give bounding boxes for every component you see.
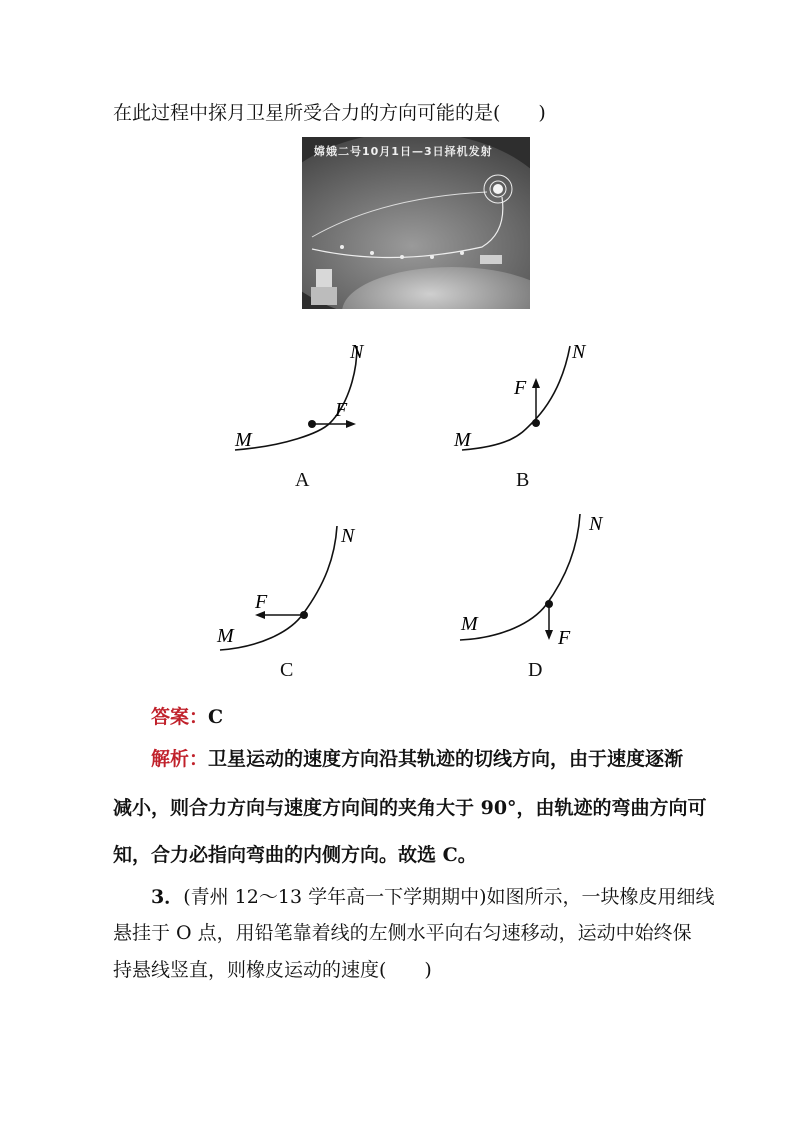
label-f: F bbox=[558, 627, 571, 649]
analysis-line-2: 减小，则合力方向与速度方向间的夹角大于 90°，由轨迹的弯曲方向可 bbox=[113, 797, 707, 819]
label-f: F bbox=[514, 377, 527, 399]
diagram-d bbox=[458, 510, 618, 655]
label-m: M bbox=[235, 429, 252, 451]
analysis-text-1: 卫星运动的速度方向沿其轨迹的切线方向，由于速度逐渐 bbox=[208, 748, 684, 770]
question3-text-1: (青州 12～13 学年高一下学期期中)如图所示，一块橡皮用细线 bbox=[183, 886, 715, 908]
option-a: A bbox=[295, 469, 310, 491]
diagram-b bbox=[452, 338, 612, 458]
trajectory-curve bbox=[235, 346, 357, 450]
answer-line bbox=[151, 702, 223, 729]
diagram-a bbox=[225, 338, 385, 458]
question3-line-3: 持悬线竖直，则橡皮运动的速度( ) bbox=[113, 959, 432, 981]
label-f: F bbox=[335, 399, 348, 421]
question-prompt: 在此过程中探月卫星所受合力的方向可能的是( ) bbox=[113, 102, 546, 124]
option-b: B bbox=[516, 469, 530, 491]
question3-line-2: 悬挂于 O 点，用铅笔靠着线的左侧水平向右匀速移动，运动中始终保 bbox=[113, 922, 692, 944]
answer-value: C bbox=[208, 706, 224, 728]
option-c: C bbox=[280, 659, 294, 681]
question3-line-1 bbox=[151, 882, 715, 909]
label-n: N bbox=[341, 525, 355, 547]
diagram-c bbox=[215, 522, 375, 657]
trajectory-curve bbox=[220, 526, 337, 650]
analysis-line-3: 知，合力必指向弯曲的内侧方向。故选 C。 bbox=[113, 844, 477, 866]
photo-illustration bbox=[302, 137, 530, 309]
analysis-label: 解析： bbox=[151, 748, 209, 770]
lunar-probe-photo bbox=[302, 137, 530, 309]
force-arrowhead bbox=[545, 630, 553, 640]
label-n: N bbox=[589, 513, 603, 535]
label-m: M bbox=[461, 613, 478, 635]
answer-label: 答案： bbox=[151, 706, 209, 728]
option-d: D bbox=[528, 659, 543, 681]
photo-title: 嫦娥二号10月1日—3日择机发射 bbox=[314, 145, 493, 158]
trajectory-curve bbox=[460, 514, 580, 640]
question3-number: 3． bbox=[151, 886, 184, 908]
force-arrowhead bbox=[346, 420, 356, 428]
label-n: N bbox=[350, 341, 364, 363]
force-arrowhead bbox=[532, 378, 540, 388]
analysis-line-1 bbox=[151, 744, 683, 771]
label-n: N bbox=[572, 341, 586, 363]
label-f: F bbox=[255, 591, 268, 613]
label-m: M bbox=[454, 429, 471, 451]
label-m: M bbox=[217, 625, 234, 647]
